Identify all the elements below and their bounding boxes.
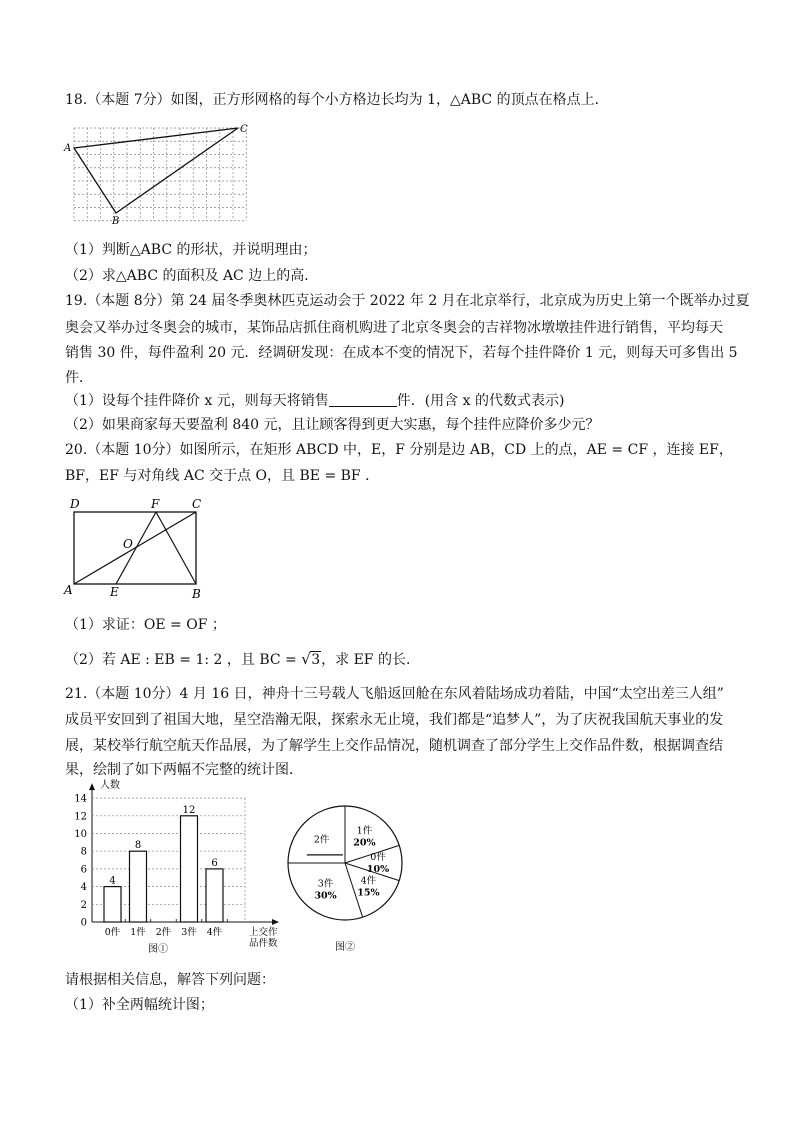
x-tick-label: 2件 (155, 927, 172, 938)
q21-line3: 展，某校举行航空航天作品展，为了解学生上交作品情况，随机调查了部分学生上交作品件数，根据调查结 (65, 738, 723, 754)
chart-title: 图① (148, 944, 168, 955)
q20-label-b: B (192, 587, 201, 601)
pie-slice-percent: 10% (366, 864, 390, 875)
q19-part1 (65, 391, 564, 411)
y-tick-label: 0 (80, 917, 87, 929)
q20-part1: （1）求证：OE = OF ； (65, 617, 226, 633)
x-axis-arrow-icon (272, 919, 279, 925)
x-tick-label: 3件 (181, 927, 197, 938)
y-tick-label: 8 (80, 846, 87, 858)
x-tick-label: 1件 (130, 927, 146, 938)
bar (130, 851, 147, 922)
answer-blank (329, 392, 397, 407)
y-axis-arrow-icon (89, 783, 95, 790)
chart-title: 图② (335, 942, 355, 953)
pie-slice-label: 3件 (317, 878, 334, 890)
bar-value-label: 12 (182, 804, 196, 816)
q18-grid (74, 128, 246, 221)
q18-label-a: A (64, 143, 72, 154)
q19-part1-text-b: 件．(用含 x 的代数式表示) (396, 393, 565, 409)
q20-label-d: D (70, 497, 80, 511)
q21-after1: 请根据相关信息，解答下列问题： (65, 972, 275, 988)
pie-slice-percent: 20% (353, 837, 376, 849)
q19-line1: 19.（本题 8分）第 24 届冬季奥林匹克运动会于 2022 年 2 月在北京举行，北京成为历史上第一个既举办过夏 (65, 293, 750, 309)
segment-bf (156, 512, 196, 584)
q21-line1: 21.（本题 10分）4 月 16 日，神舟十三号载人飞船返回舱在东风着陆场成功着陆，中国“太空出差三人组” (65, 686, 724, 702)
q21-line2: 成员平安回到了祖国大地，星空浩瀚无限，探索永无止境，我们都是“追梦人”，为了庆祝我国航天事业的发 (65, 712, 724, 728)
bar (104, 887, 121, 922)
pie-slice-label: 0件 (370, 852, 386, 863)
q19-part2: （2）如果商家每天要盈利 840 元，且让顾客得到更大实惠，每个挂件应降价多少元？ (65, 417, 600, 433)
segment-ef (116, 512, 156, 584)
q19-part1-text-a: （1）设每个挂件降价 x 元，则每天将销售 (65, 393, 329, 409)
bar-value-label: 8 (134, 840, 142, 852)
y-tick-label: 2 (80, 899, 87, 911)
y-tick-label: 12 (74, 811, 87, 823)
pie-chart (280, 800, 410, 960)
q20-part2-text-a: （2）若 AE : EB = 1: 2 ，且 BC = (65, 652, 297, 668)
pie-slice-label: 4件 (360, 875, 377, 887)
bar (181, 816, 198, 922)
q20-label-e: E (110, 585, 119, 599)
x-axis-label-line2: 品件数 (249, 938, 278, 949)
q18-part2: （2）求△ABC 的面积及 AC 边上的高． (65, 268, 319, 284)
y-tick-label: 14 (74, 793, 87, 805)
q18-stem: 18.（本题 7分）如图，正方形网格的每个小方格边长均为 1，△ABC 的顶点在格点上． (65, 92, 609, 108)
x-tick-label: 4件 (206, 927, 223, 938)
q19-line3: 销售 30 件，每件盈利 20 元．经调研发现：在成本不变的情况下，若每个挂件降价 1 元，则每天可多售出 5 (65, 345, 738, 361)
q20-line2: BF，EF 与对角线 AC 交于点 O，且 BE = BF ． (65, 468, 380, 484)
sqrt-expression (301, 650, 321, 670)
pie-slice-percent: 15% (357, 887, 380, 899)
y-tick-label: 4 (80, 882, 87, 894)
bar-chart (62, 780, 282, 961)
y-tick-label: 6 (80, 864, 87, 876)
q20-label-f: F (151, 497, 160, 511)
q18-label-b: B (112, 216, 120, 227)
pie-slice-label: 1件 (356, 825, 373, 837)
q20-rectangle-figure (62, 496, 212, 604)
q20-part2-text-b: ，求 EF 的长． (321, 652, 420, 668)
q20-line1: 20.（本题 10分）如图所示，在矩形 ABCD 中，E，F 分别是边 AB，CD 上的点，AE = CF ，连接 EF， (65, 442, 733, 458)
y-axis-label: 人数 (100, 780, 120, 792)
q20-label-o: O (123, 537, 133, 551)
y-tick-label: 10 (74, 829, 87, 840)
q19-line4: 件． (65, 370, 93, 386)
bar-value-label: 6 (211, 857, 218, 869)
q19-line2: 奥会又举办过冬奥会的城市，某饰品店抓住商机购进了北京冬奥会的吉祥物冰墩墩挂件进行销售，平均每天 (65, 320, 723, 336)
x-axis-label-line1: 上交作 (249, 927, 278, 938)
triangle-abc (74, 128, 238, 213)
radicand: 3 (311, 652, 321, 668)
bar (206, 869, 223, 922)
q20-label-c: C (192, 497, 202, 511)
diagonal-ac (74, 512, 196, 584)
q20-part2 (65, 650, 420, 670)
bar-value-label: 4 (109, 875, 116, 887)
x-tick-label: 0件 (104, 927, 121, 938)
q21-after2: （1）补全两幅统计图； (65, 997, 214, 1013)
q18-grid-figure (62, 118, 247, 228)
q18-part1: （1）判断△ABC 的形状，并说明理由； (65, 242, 317, 258)
q21-line4: 果，绘制了如下两幅不完整的统计图． (65, 762, 303, 778)
pie-slice-label: 2件 (313, 834, 330, 846)
radical-sign-icon: √ (301, 650, 311, 668)
pie-slice-percent: 30% (314, 890, 337, 902)
q18-label-c: C (240, 124, 248, 135)
q20-label-a: A (64, 583, 73, 597)
